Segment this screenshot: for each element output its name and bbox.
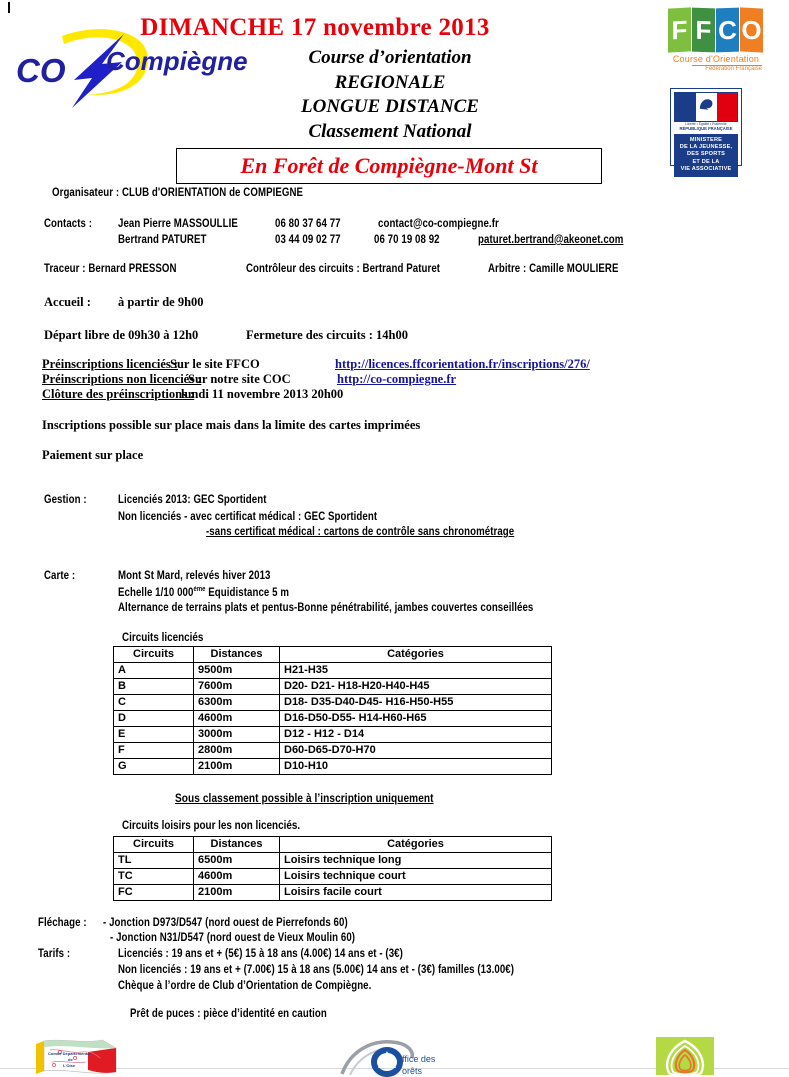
course-controller: Contrôleur des circuits : Bertrand Paturet xyxy=(246,263,441,275)
page-title-date: DIMANCHE 17 novembre 2013 xyxy=(140,14,490,41)
ffco-logo xyxy=(668,8,764,74)
cell-circuit: G xyxy=(114,759,194,775)
marianne-icon xyxy=(697,96,716,112)
ministry-line-4: ET DE LA xyxy=(692,158,720,165)
gestion-line-3: -sans certificat médical : cartons de contrôle sans chronométrage xyxy=(206,526,515,538)
ffco-letter-f1: F xyxy=(668,7,691,52)
ministry-line-3: DES SPORTS xyxy=(686,151,726,158)
cell-distance: 3000m xyxy=(194,727,280,743)
course-referee: Arbitre : Camille MOULIERE xyxy=(488,263,619,275)
preinscription-nonlicensed-text: Sur notre site COC xyxy=(188,372,291,386)
carte-label: Carte : xyxy=(44,570,76,582)
forest-location-text: En Forêt de Compiègne-Mont St xyxy=(240,153,538,178)
svg-text:Compiègne: Compiègne xyxy=(106,46,248,76)
organiser-line: Organisateur : CLUB d'ORIENTATION de COMPIEGNE xyxy=(52,187,304,199)
subtitle-line-3: LONGUE DISTANCE xyxy=(301,96,479,117)
contact-email-2[interactable]: paturet.bertrand@akeonet.com xyxy=(478,234,624,246)
office-national-forets-logo xyxy=(340,1038,470,1077)
contact-phone-2a: 03 44 09 02 77 xyxy=(275,234,341,246)
ministere-jeunesse-sports-logo xyxy=(670,88,742,172)
cell-circuit: A xyxy=(114,663,194,679)
contact-name-1: Jean Pierre MASSOULLIE xyxy=(118,218,238,230)
cell-distance: 4600m xyxy=(194,711,280,727)
onf-line-2: orêts xyxy=(402,1066,423,1076)
cell-categories: D16-D50-D55- H14-H60-H65 xyxy=(280,711,552,727)
comite-departemental-oise-logo xyxy=(30,1038,122,1077)
cell-circuit: TC xyxy=(114,869,194,885)
ffco-caption: Course d'Orientation xyxy=(672,54,760,64)
contact-phone-2b: 06 70 19 08 92 xyxy=(374,234,440,246)
header-categories: Catégories xyxy=(280,647,552,663)
cell-categories: H21-H35 xyxy=(280,663,552,679)
carte-scale-line xyxy=(118,586,289,599)
ministry-line-2: DE LA JEUNESSE, xyxy=(679,144,733,151)
oise-line-3: L'Oise xyxy=(63,1063,76,1068)
tarifs-label: Tarifs : xyxy=(38,948,71,960)
leisure-table-caption: Circuits loisirs pour les non licenciés. xyxy=(122,820,301,832)
cell-distance: 7600m xyxy=(194,679,280,695)
cell-circuit: D xyxy=(114,711,194,727)
course-setter: Traceur : Bernard PRESSON xyxy=(44,263,177,275)
cell-categories: D18- D35-D40-D45- H16-H50-H55 xyxy=(280,695,552,711)
cell-circuit: B xyxy=(114,679,194,695)
carte-scale-main: Echelle 1/10 000 xyxy=(118,586,194,599)
flechage-label: Fléchage : xyxy=(38,917,87,929)
cell-distance: 2800m xyxy=(194,743,280,759)
accueil-value: à partir de 9h00 xyxy=(118,295,204,309)
french-flag-icon xyxy=(674,92,738,122)
accueil-label: Accueil : xyxy=(44,295,91,309)
header-distances: Distances xyxy=(194,837,280,853)
page-corner-mark xyxy=(8,2,10,13)
licensed-table-caption: Circuits licenciés xyxy=(122,632,204,644)
table-row xyxy=(114,727,552,743)
payment-note: Paiement sur place xyxy=(42,448,144,462)
ministry-name xyxy=(674,134,738,177)
subtitle-line-1: Course d’orientation xyxy=(308,47,472,68)
cell-distance: 9500m xyxy=(194,663,280,679)
header-categories: Catégories xyxy=(280,837,552,853)
carte-scale-sup: ème xyxy=(193,586,206,593)
header-circuits: Circuits xyxy=(114,647,194,663)
cell-categories: D12 - H12 - D14 xyxy=(280,727,552,743)
ministry-line-1: MINISTERE xyxy=(689,137,723,143)
preinscription-licensed-url[interactable]: http://licences.ffcorientation.fr/inscriptions/276/ xyxy=(335,357,590,371)
contacts-label: Contacts : xyxy=(44,218,93,230)
onf-line-1: ffice des xyxy=(402,1054,436,1064)
table-row xyxy=(114,663,552,679)
ffco-subcaption: Fédération Française xyxy=(692,65,762,72)
subtitle-line-4: Classement National xyxy=(308,120,472,142)
cell-categories: Loisirs technique long xyxy=(280,853,552,869)
subtitle-line-2: REGIONALE xyxy=(334,71,446,93)
contact-email-1[interactable]: contact@co-compiegne.fr xyxy=(378,218,499,230)
green-leaf-logo xyxy=(656,1037,714,1075)
forest-location-banner xyxy=(176,148,602,184)
table-header-row xyxy=(114,837,552,853)
cell-categories: Loisirs facile court xyxy=(280,885,552,901)
oise-line-2: de xyxy=(68,1057,73,1062)
table-row xyxy=(114,743,552,759)
table-row xyxy=(114,869,552,885)
tarifs-non-licensed: Non licenciés : 19 ans et + (7.00€) 15 à 18 ans (5.00€) 14 ans et - (3€) familles (13.00€) xyxy=(118,964,515,976)
table-header-row xyxy=(114,647,552,663)
licensed-circuits-table xyxy=(113,646,552,775)
gestion-line-2: Non licenciés - avec certificat médical : GEC Sportident xyxy=(118,511,378,523)
flechage-line-1: - Jonction D973/D547 (nord ouest de Pierrefonds 60) xyxy=(103,917,348,929)
course-closing: Fermeture des circuits : 14h00 xyxy=(246,328,408,342)
carte-line-1: Mont St Mard, relevés hiver 2013 xyxy=(118,570,271,582)
cell-distance: 6300m xyxy=(194,695,280,711)
table-row xyxy=(114,853,552,869)
cell-circuit: TL xyxy=(114,853,194,869)
table-row xyxy=(114,711,552,727)
chip-loan-note: Prêt de puces : pièce d’identité en caution xyxy=(130,1008,327,1020)
ministry-devise: Liberté • Égalité • Fraternité xyxy=(685,122,727,126)
table-row xyxy=(114,885,552,901)
ffco-letter-c: C xyxy=(716,8,739,53)
ffco-letter-o: O xyxy=(740,7,763,52)
flechage-line-2: - Jonction N31/D547 (nord ouest de Vieux Moulin 60) xyxy=(110,932,356,944)
ffco-letter-f2: F xyxy=(692,8,715,53)
cell-circuit: E xyxy=(114,727,194,743)
cell-distance: 6500m xyxy=(194,853,280,869)
preinscription-nonlicensed-url[interactable]: http://co-compiegne.fr xyxy=(337,372,457,386)
header-circuits: Circuits xyxy=(114,837,194,853)
cell-circuit: F xyxy=(114,743,194,759)
cell-distance: 4600m xyxy=(194,869,280,885)
preinscription-licensed-text: Sur le site FFCO xyxy=(170,357,260,371)
gestion-label: Gestion : xyxy=(44,494,87,506)
svg-text:CO: CO xyxy=(16,52,66,89)
cell-categories: D60-D65-D70-H70 xyxy=(280,743,552,759)
ministry-republic: RÉPUBLIQUE FRANÇAISE xyxy=(679,126,733,131)
tarifs-cheque-note: Chèque à l’ordre de Club d’Orientation de Compiègne. xyxy=(118,980,372,992)
event-subtitles xyxy=(150,46,630,144)
leisure-circuits-table xyxy=(113,836,552,901)
gestion-line-1: Licenciés 2013: GEC Sportident xyxy=(118,494,267,506)
cell-circuit: C xyxy=(114,695,194,711)
table-row xyxy=(114,679,552,695)
preinscription-nonlicensed-label: Préinscriptions non licenciés : xyxy=(42,372,202,386)
carte-terrain-note: Alternance de terrains plats et pentus-Bonne pénétrabilité, jambes couvertes conseillées xyxy=(118,602,534,614)
ministry-line-5: VIE ASSOCIATIVE xyxy=(680,165,732,172)
cell-categories: Loisirs technique court xyxy=(280,869,552,885)
carte-equidistance: Equidistance 5 m xyxy=(205,586,290,599)
cell-distance: 2100m xyxy=(194,885,280,901)
table-row xyxy=(114,759,552,775)
onsite-registration-note: Inscriptions possible sur place mais dans la limite des cartes imprimées xyxy=(42,418,421,432)
contact-name-2: Bertrand PATURET xyxy=(118,234,207,246)
cell-circuit: FC xyxy=(114,885,194,901)
cell-categories: D10-H10 xyxy=(280,759,552,775)
header-distances: Distances xyxy=(194,647,280,663)
ffco-letter-tiles xyxy=(668,8,764,52)
cell-distance: 2100m xyxy=(194,759,280,775)
preinscription-deadline-label: Clôture des préinscriptions : xyxy=(42,387,195,401)
sub-ranking-note: Sous classement possible à l’inscription uniquement xyxy=(175,791,434,805)
tarifs-licensed: Licenciés : 19 ans et + (5€) 15 à 18 ans (4.00€) 14 ans et - (3€) xyxy=(118,948,403,960)
preinscription-deadline-value: lundi 11 novembre 2013 20h00 xyxy=(181,387,344,401)
departure-window: Départ libre de 09h30 à 12h0 xyxy=(44,328,199,342)
preinscription-licensed-label: Préinscriptions licenciés : xyxy=(42,357,179,371)
contact-phone-1: 06 80 37 64 77 xyxy=(275,218,341,230)
cell-categories: D20- D21- H18-H20-H40-H45 xyxy=(280,679,552,695)
oise-line-1: Comité Départemental xyxy=(48,1051,91,1056)
table-row xyxy=(114,695,552,711)
